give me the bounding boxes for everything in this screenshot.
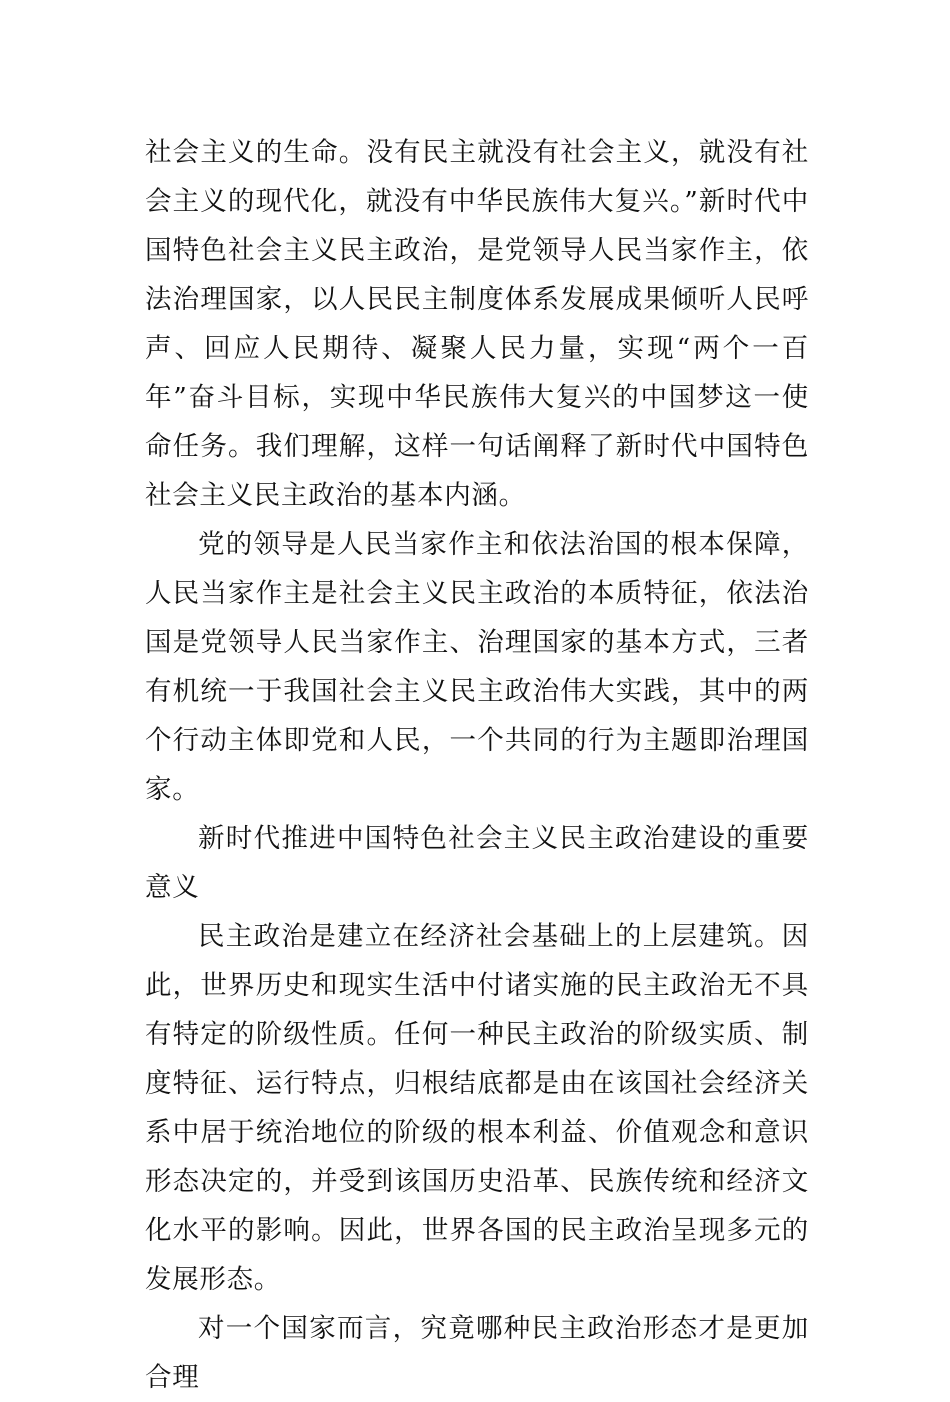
paragraph-party-leadership: 党的领导是人民当家作主和依法治国的根本保障，人民当家作主是社会主义民主政治的本质特征，依法治国是党领导人民当家作主、治理国家的基本方式，三者有机统一于我国社会主义民主政治伟大实践，其中的两个行动主体即党和人民，一个共同的行为主题即治理国家。	[145, 529, 809, 805]
section-heading: 新时代推进中国特色社会主义民主政治建设的重要意义	[145, 823, 809, 903]
paragraph-national-form: 对一个国家而言，究竟哪种民主政治形态才是更加合理	[145, 1313, 809, 1393]
paragraph-democracy-life: 社会主义的生命。没有民主就没有社会主义，就没有社会主义的现代化，就没有中华民族伟大复兴。”新时代中国特色社会主义民主政治，是党领导人民当家作主，依法治理国家，以人民民主制度体系发展成果倾听人民呼声、回应人民期待、凝聚人民力量，实现“两个一百年”奋斗目标，实现中华民族伟大复兴的中国梦这一使命任务。我们理解，这样一句话阐释了新时代中国特色社会主义民主政治的基本内涵。	[145, 137, 809, 511]
paragraph-superstructure: 民主政治是建立在经济社会基础上的上层建筑。因此，世界历史和现实生活中付诸实施的民主政治无不具有特定的阶级性质。任何一种民主政治的阶级实质、制度特征、运行特点，归根结底都是由在该国社会经济关系中居于统治地位的阶级的根本利益、价值观念和意识形态决定的，并受到该国历史沿革、民族传统和经济文化水平的影响。因此，世界各国的民主政治呈现多元的发展形态。	[145, 921, 809, 1295]
document-body	[145, 128, 809, 1402]
